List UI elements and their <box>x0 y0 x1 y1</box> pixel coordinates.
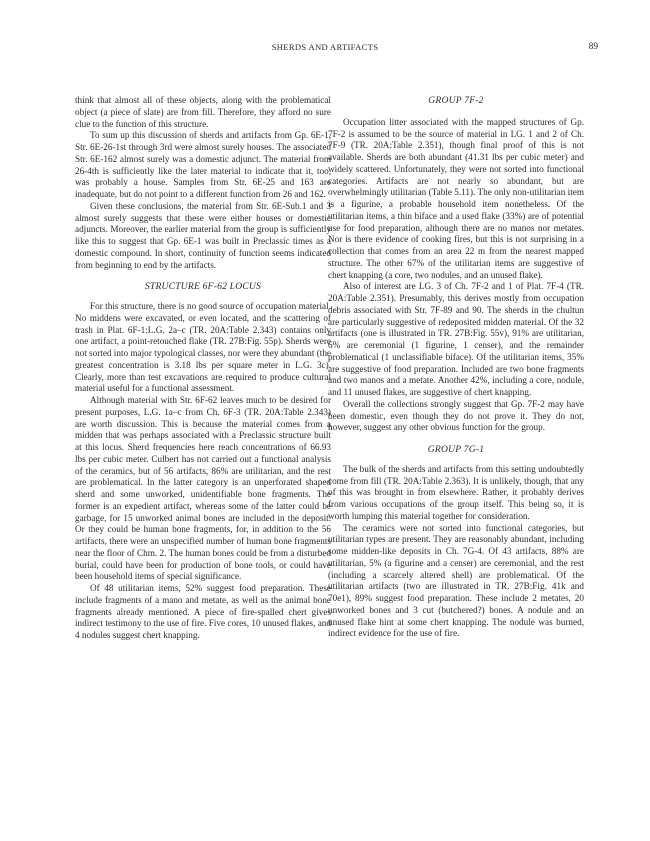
page-header <box>0 42 650 56</box>
right-column <box>328 95 584 640</box>
paragraph: Occupation litter associated with the mapped structures of Gp. 7F-2 is assumed to be the source of material in LG. 1 and 2 of Ch. 7F-9 (TR. 20A:Table 2.351), though final proof of this is not available. Sherds are both abundant (41.31 lbs per cubic meter) and widely scattered. Unfortunately, they were not sorted into functional categories. Artifacts are not nearly so abundant, but are overwhelmingly utilitarian (Table 5.11). The only non-utilitarian item is a figurine, a probable household item nonetheless. Of the utilitarian items, a thin biface and a used flake (33%) are of potential use for food preparation, although there are no manos nor metates. Nor is there evidence of cooking fires, but this is not surprising in a collection that comes from an area 22 m from the nearest mapped structure. The other 67% of the utilitarian items are suggestive of chert knapping (a core, two nodules, and an unused flake). <box>328 116 584 280</box>
paragraph: Also of interest are LG. 3 of Ch. 7F-2 and 1 of Plat. 7F-4 (TR. 20A:Table 2.351). Presumably, this derives mostly from occupation debris associated with Str. 7F-89 and 90. The sherds in the chultun are particularly suggestive of redeposited midden material. Of the 32 artifacts (one is illustrated in TR. 27B:Fig. 55v), 91% are utilitarian, 6% are ceremonial (1 figurine, 1 censer), and the remainder problematical (1 unclassifiable biface). Of the utilitarian items, 35% are suggestive of food preparation. Included are two bone fragments and two manos and a metate. Another 42%, including a core, nodule, and 11 unused flakes, are suggestive of chert knapping. <box>328 281 584 397</box>
paragraph: Of 48 utilitarian items, 52% suggest food preparation. These include fragments of a mano and metate, as well as the animal bone fragments already mentioned. A piece of fire-spalled chert gives indirect testimony to the use of fire. Five cores, 10 unused flakes, and 4 nodules suggest chert knapping. <box>75 583 331 640</box>
paragraph: The ceramics were not sorted into functional categories, but utilitarian types are present. They are reasonably abundant, including some midden-like deposits in Ch. 7G-4. Of 43 artifacts, 88% are utilitarian, 5% (a figurine and a censer) are ceremonial, and the rest (including a scarcely altered shell) are problematical. Of the utilitarian artifacts (two are illustrated in TR. 27B:Fig. 41k and 70e1), 89% suggest food preparation. These include 2 metates, 20 unworked bones and 3 cut (butchered?) bones. A nodule and an unused flake hint at some chert knapping. The nodule was burned, indirect evidence for the use of fire. <box>328 522 584 639</box>
paragraph: Overall the collections strongly suggest that Gp. 7F-2 may have been domestic, even though they do not prove it. They do not, however, suggest any other obvious function for the group. <box>328 398 584 433</box>
paragraph: The bulk of the sherds and artifacts from this setting undoubtedly come from fill (TR. 20A:Table 2.363). It is unlikely, though, that any of this was brought in from elsewhere. Rather, it probably derives from various occupations of the group itself. This being so, it is worth lumping this material together for consideration. <box>328 463 584 521</box>
paragraph: Given these conclusions, the material from Str. 6E-Sub.1 and 3 almost surely suggests that these were either houses or domestic adjuncts. Moreover, the earlier material from the group is sufficiently like this to suggest that Gp. 6E-1 was built in Preclassic times as a domestic compound. In short, continuity of function seems indicated from beginning to end by the artifacts. <box>75 200 331 270</box>
section-heading: GROUP 7F-2 <box>428 95 484 106</box>
page-number: 89 <box>588 42 598 52</box>
section-heading: GROUP 7G-1 <box>427 444 485 455</box>
running-head: SHERDS AND ARTIFACTS <box>271 42 379 52</box>
section-heading: STRUCTURE 6F-62 LOCUS <box>144 281 262 293</box>
left-column <box>75 95 331 642</box>
paragraph: To sum up this discussion of sherds and artifacts from Gp. 6E-1, Str. 6E-26-1st through 3rd were almost surely houses. The associated Str. 6E-162 almost surely was a domestic adjunct. The material from 26-4th is sufficiently like the later material to indicate that it, too, was probably a house. Samples from Str. 6E-25 and 163 are inadequate, but do not point to a different function from 26 and 162. <box>75 130 331 199</box>
paragraph: For this structure, there is no good source of occupation material. No middens were excavated, or even located, and the scattering of trash in Plat. 6F-1:L.G. 2a–c (TR. 20A:Table 2.343) contains only one artifact, a point-retouched flake (TR. 27B:Fig. 55p). Sherds were not sorted into major typological classes, nor were they abundant (the greatest concentration is 3.18 lbs per square meter in L.G. 3c). Clearly, more than test excavations are required to produce cultural material useful for a functional assessment. <box>75 301 331 394</box>
paragraph: think that almost all of these objects, along with the problematical object (a piece of slate) are from fill. Therefore, they afford no sure clue to the function of this structure. <box>75 95 331 129</box>
paragraph: Although material with Str. 6F-62 leaves much to be desired for present purposes, L.G. 1a–c from Ch. 6F-3 (TR. 20A:Table 2.343) are worth discussion. This is because the material comes from a midden that was perhaps associated with a Preclassic structure built at this locus. Sherd frequencies here reach concentrations of 66.93 lbs per cubic meter. Culbert has not carried out a functional analysis of the ceramics, but of 56 artifacts, 86% are utilitarian, and the rest are problematical. In the latter category is an unperforated shaped sherd and some unworked, unidentifiable bone fragments. The former is an expedient artifact, whereas some of the latter could be garbage, for 15 unworked animal bones are included in the deposit. Or they could be human bone fragments, for, in addition to the 56 artifacts, there were an unspecified number of human bone fragments near the floor of Chm. 2. The human bones could be from a disturbed burial, could have been for production of bone tools, or could have been household items of special significance. <box>75 395 331 582</box>
